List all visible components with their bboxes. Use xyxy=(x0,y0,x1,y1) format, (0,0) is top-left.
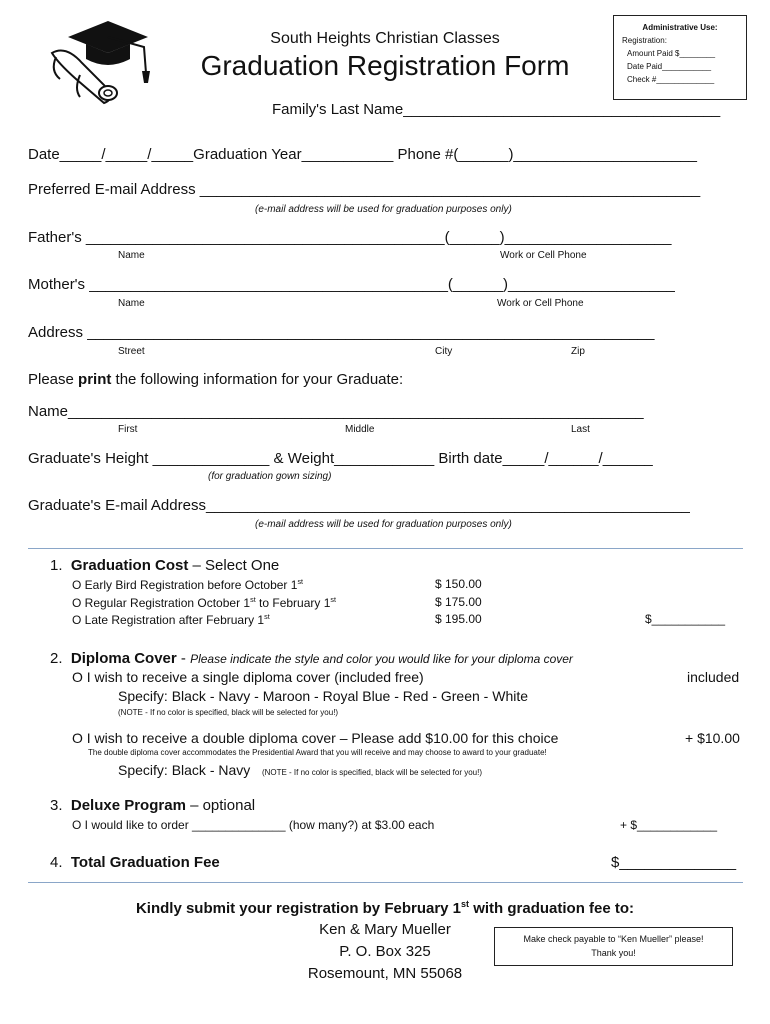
option-label: O Late Registration after February 1 xyxy=(72,613,265,627)
section-divider-bottom xyxy=(28,882,743,883)
print-bold: print xyxy=(78,371,112,388)
org-name: South Heights Christian Classes xyxy=(270,30,500,47)
administrative-use-box xyxy=(613,15,747,100)
print-pre: Please xyxy=(28,371,79,388)
cost-price-late: $ 195.00 xyxy=(435,612,482,626)
print-instruction xyxy=(28,371,403,388)
option-label-2: to February 1 xyxy=(255,596,331,610)
option-label: O Early Bird Registration before October 1 xyxy=(72,578,298,592)
mailing-address-line-2: P. O. Box 325 xyxy=(339,943,431,960)
admin-check-number: Check #_____________ xyxy=(627,75,715,84)
address-street-caption: Street xyxy=(118,346,145,357)
double-specify-text: Specify: Black - Navy xyxy=(118,762,251,778)
family-last-name-field[interactable]: Family's Last Name______________________________________ xyxy=(272,101,721,118)
diploma-single-option[interactable]: O I wish to receive a single diploma cover (included free) xyxy=(72,669,424,685)
total-title: Total Graduation Fee xyxy=(70,854,220,871)
graduate-email-field[interactable]: Graduate's E-mail Address__________________________________________________________ xyxy=(28,497,690,514)
mailing-address-line-1: Ken & Mary Mueller xyxy=(319,921,451,938)
graduate-email-note: (e-mail address will be used for graduation purposes only) xyxy=(255,519,512,530)
admin-heading: Administrative Use: xyxy=(642,23,718,32)
total-heading xyxy=(50,854,220,871)
diploma-double-price: + $10.00 xyxy=(685,730,740,746)
submit-pre: Kindly submit your registration by February 1 xyxy=(135,900,462,917)
graduate-name-field[interactable]: Name_____________________________________________________________________ xyxy=(28,403,644,420)
option-sup: st xyxy=(297,577,304,586)
print-post: the following information for your Graduate: xyxy=(111,371,404,388)
diploma-single-price: included xyxy=(687,669,740,685)
mother-name-caption: Name xyxy=(118,298,145,309)
name-middle-caption: Middle xyxy=(345,424,375,435)
cost-option-early-bird[interactable] xyxy=(72,577,303,592)
cost-heading xyxy=(50,557,279,574)
address-city-caption: City xyxy=(435,346,453,357)
admin-registration: Registration: xyxy=(622,36,667,45)
cost-title: Graduation Cost xyxy=(70,557,189,574)
address-zip-caption: Zip xyxy=(571,346,585,357)
preferred-email-field[interactable]: Preferred E-mail Address ____________________________________________________________ xyxy=(28,181,701,198)
total-num: 4. xyxy=(50,854,63,871)
mother-phone-caption: Work or Cell Phone xyxy=(497,298,584,309)
deluxe-heading xyxy=(50,797,255,814)
page-title: Graduation Registration Form xyxy=(200,50,570,81)
diploma-heading xyxy=(50,650,573,667)
name-first-caption: First xyxy=(118,424,138,435)
father-phone-caption: Work or Cell Phone xyxy=(500,250,587,261)
diploma-num: 2. xyxy=(50,650,63,667)
check-payable-note-box xyxy=(494,927,733,966)
gown-sizing-note: (for graduation gown sizing) xyxy=(208,471,332,482)
deluxe-suffix: – optional xyxy=(185,797,256,814)
diploma-double-specify xyxy=(118,762,482,778)
date-year-phone-line[interactable]: Date_____/_____/_____Graduation Year___________ Phone #(______)______________________ xyxy=(28,146,697,163)
cost-option-late[interactable] xyxy=(72,612,270,627)
double-specify-note: (NOTE - If no color is specified, black will be selected for you!) xyxy=(261,768,483,777)
option-label: O Regular Registration October 1 xyxy=(72,596,251,610)
diploma-dash: - xyxy=(176,650,191,667)
deluxe-price-field[interactable]: + $____________ xyxy=(620,818,718,832)
diploma-instruction: Please indicate the style and color you would like for your diploma cover xyxy=(190,652,573,666)
address-field[interactable]: Address ____________________________________________________________________ xyxy=(28,324,655,341)
deluxe-num: 3. xyxy=(50,797,63,814)
option-sup: st xyxy=(250,595,256,604)
section-divider-top xyxy=(28,548,743,549)
father-name-caption: Name xyxy=(118,250,145,261)
option-sup: st xyxy=(264,612,270,621)
deluxe-title: Deluxe Program xyxy=(70,797,186,814)
admin-amount-paid: Amount Paid $________ xyxy=(627,49,716,58)
diploma-double-option[interactable]: O I wish to receive a double diploma cover – Please add $10.00 for this choice xyxy=(72,730,559,746)
diploma-single-note: (NOTE - If no color is specified, black will be selected for you!) xyxy=(118,708,339,717)
cost-option-regular[interactable] xyxy=(72,595,336,610)
admin-date-paid: Date Paid___________ xyxy=(627,62,712,71)
submit-post: with graduation fee to: xyxy=(469,900,635,917)
mailing-address-line-3: Rosemount, MN 55068 xyxy=(307,965,463,982)
diploma-single-specify: Specify: Black - Navy - Maroon - Royal Blue - Red - Green - White xyxy=(118,688,529,704)
name-last-caption: Last xyxy=(571,424,590,435)
diploma-title: Diploma Cover xyxy=(70,650,177,667)
diploma-double-note: The double diploma cover accommodates the Presidential Award that you will receive and may choose to award to your graduate! xyxy=(88,748,547,757)
mother-field[interactable]: Mother's ___________________________________________(______)____________________ xyxy=(28,276,675,293)
father-field[interactable]: Father's ___________________________________________(______)____________________ xyxy=(28,229,672,246)
thank-you-note: Thank you! xyxy=(591,948,636,958)
submit-instruction xyxy=(0,899,770,917)
height-weight-birthdate-line[interactable]: Graduate's Height ______________ & Weight____________ Birth date_____/______/______ xyxy=(28,450,653,467)
cost-title-suffix: – Select One xyxy=(188,557,280,574)
submit-sup: st xyxy=(461,899,470,909)
cost-price-regular: $ 175.00 xyxy=(435,595,482,609)
cost-num: 1. xyxy=(50,557,63,574)
email-note: (e-mail address will be used for graduation purposes only) xyxy=(255,204,512,215)
cost-total-field[interactable]: $___________ xyxy=(645,612,726,626)
option-sup-2: st xyxy=(330,595,336,604)
total-fee-field[interactable]: $______________ xyxy=(611,854,737,871)
check-payable-note: Make check payable to “Ken Mueller” please! xyxy=(523,934,704,944)
deluxe-order-field[interactable]: O I would like to order ______________ (how many?) at $3.00 each xyxy=(72,818,435,832)
cost-price-early-bird: $ 150.00 xyxy=(435,577,482,591)
